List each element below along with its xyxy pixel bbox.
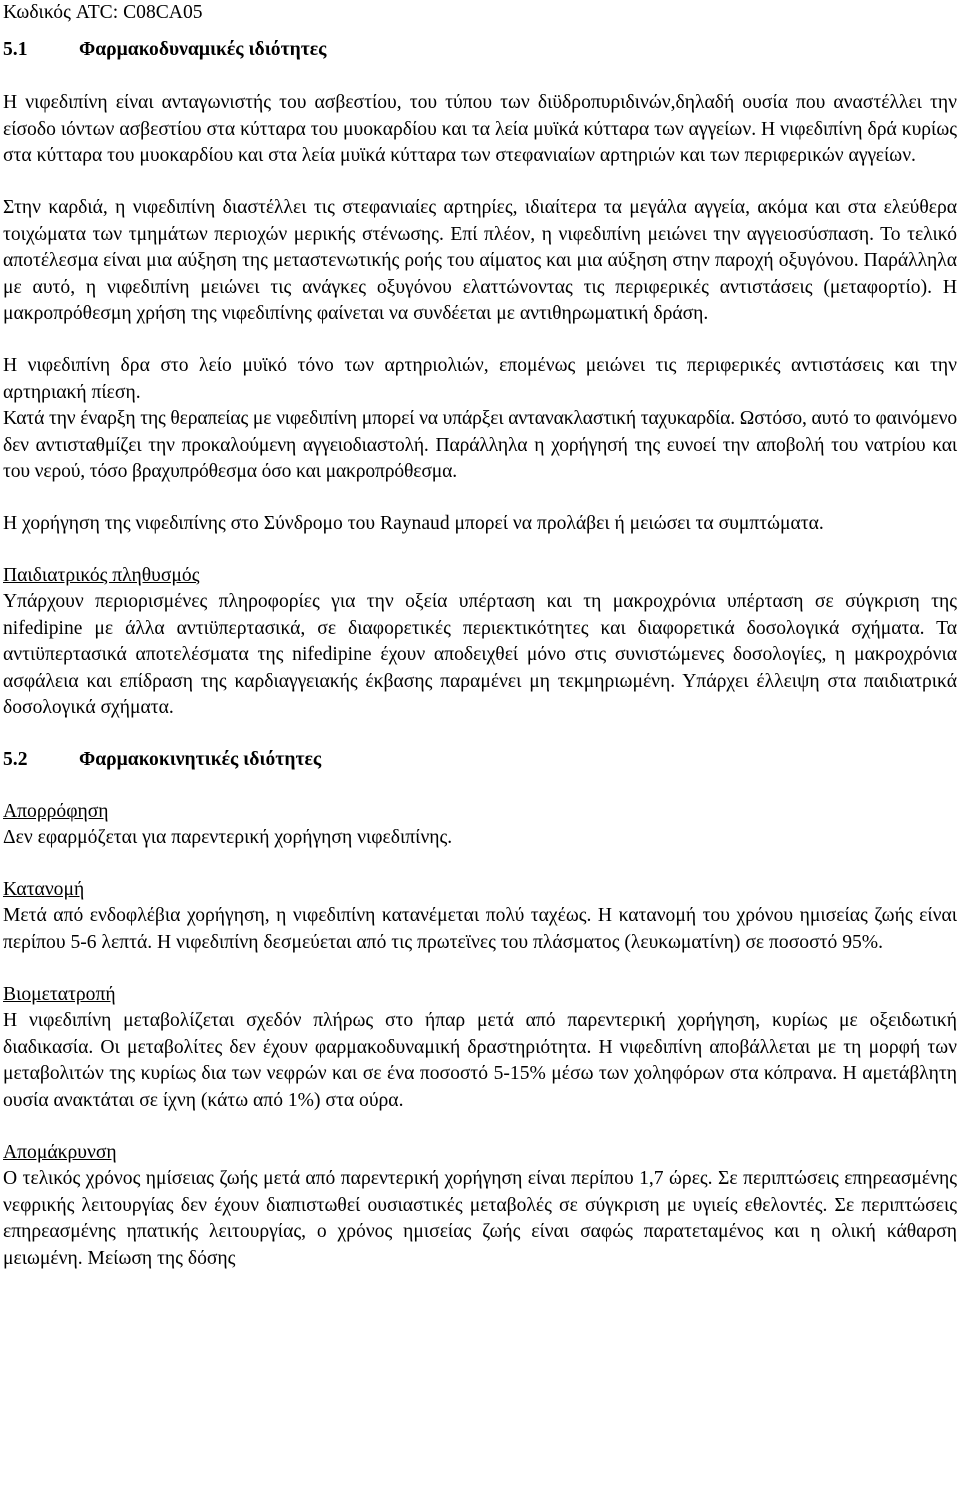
section-number: 5.1 <box>3 38 28 60</box>
paragraph-raynaud: Η χορήγηση της νιφεδιπίνης στο Σύνδρομο του Raynaud μπορεί να προλάβει ή μειώσει τα συμπτώματα. <box>3 512 824 534</box>
section-title: Φαρμακοδυναμικές ιδιότητες <box>79 38 327 60</box>
subheading-pediatric: Παιδιατρικός πληθυσμός <box>3 564 200 586</box>
paragraph-absorption: Δεν εφαρμόζεται για παρεντερική χορήγηση νιφεδιπίνης. <box>3 827 453 849</box>
document-page <box>3 0 957 1273</box>
subheading-absorption: Απορρόφηση <box>3 800 109 822</box>
paragraph-biotransformation: Η νιφεδιπίνη μεταβολίζεται σχεδόν πλήρως στο ήπαρ μετά από παρεντερική χορήγηση, κυρίως με οξειδωτική διαδικασία. Οι μεταβολίτες δεν έχουν φαρμακοδυναμική δραστηριότητα. Η νιφεδιπίνη αποβάλλεται με τη μορφή των μεταβολιτών της κυρίως δια των νεφρών και σε ένα ποσοστό 5-15% μέσω των χοληφόρων στα κόπρανα. Η αμετάβλητη ουσία ανακτάται σε ίχνη (κάτω από 1%) στα ούρα. <box>3 1010 957 1111</box>
atc-code: Κωδικός ATC: C08CA05 <box>3 2 203 23</box>
section-5-1-heading <box>3 37 957 64</box>
section-number: 5.2 <box>3 749 28 771</box>
subheading-biotransformation: Βιομετατροπή <box>3 983 116 1005</box>
paragraph-arteriolar-tone: Η νιφεδιπίνη δρα στο λείο μυϊκό τόνο των αρτηριολιών, επομένως μειώνει τις περιφερικές αντιστάσεις και την αρτηριακή πίεση. <box>3 354 957 403</box>
paragraph-pediatric: Υπάρχουν περιορισμένες πληροφορίες για την οξεία υπέρταση και τη μακροχρόνια υπέρταση σε σύγκριση της nifedipine με άλλα αντιϋπερτασικά, σε διαφορετικές περιεκτικότητες και διαφορετικά δοσολογικά σχήματα. Τα αντιϋπερτασικά αποτελέσματα της nifedipine έχουν αποδειχθεί μόνο στις συνιστώμενες δοσολογίες, η μακροχρόνια ασφάλεια και επίδραση της καρδιαγγειακής έκβασης παραμένει μη τεκμηριωμένη. Υπάρχει έλλειψη στα παιδιατρικά δοσολογικά σχήματα. <box>3 591 957 719</box>
subheading-distribution: Κατανομή <box>3 878 85 900</box>
paragraph-mechanism: Η νιφεδιπίνη είναι ανταγωνιστής του ασβεστίου, του τύπου των διϋδροπυριδινών,δηλαδή ουσία που αναστέλλει την είσοδο ιόντων ασβεστίου στα κύτταρα του μυοκαρδίου και τα λεία μυϊκά κύτταρα των αγγείων. Η νιφεδιπίνη δρά κυρίως στα κύτταρα του μυοκαρδίου και στα λεία μυϊκά κύτταρα των στεφανιαίων αρτηριών και των περιφερικών αγγείων. <box>3 92 957 167</box>
section-title: Φαρμακοκινητικές ιδιότητες <box>79 749 322 771</box>
paragraph-distribution: Μετά από ενδοφλέβια χορήγηση, η νιφεδιπίνη κατανέμεται πολύ ταχέως. Η κατανομή του χρόνου ημισείας ζωής είναι περίπου 5-6 λεπτά. Η νιφεδιπίνη δεσμεύεται από τις πρωτεϊνες του πλάσματος (λευκωματίνη) σε ποσοστό 95%. <box>3 905 957 954</box>
paragraph-cardiac-effects: Στην καρδιά, η νιφεδιπίνη διαστέλλει τις στεφανιαίες αρτηρίες, ιδιαίτερα τα μεγάλα αγγεία, ακόμα και στα ελεύθερα τοιχώματα των τμημάτων περιοχών μερικής στένωσης. Επί πλέον, η νιφεδιπίνη μειώνει την αγγειοσύσπαση. Το τελικό αποτέλεσμα είναι μια αύξηση της μεταστενωτικής ροής του αίματος και μια αύξηση στην παροχή οξυγόνου. Παράλληλα με αυτό, η νιφεδιπίνη μειώνει τις ανάγκες οξυγόνου ελαττώνοντας τις περιφερικές αντιστάσεις (μεταφορτίο). Η μακροπρόθεσμη χρήση της νιφεδιπίνης φαίνεται να συνδέεται με αντιθηρωματική δράση. <box>3 196 957 325</box>
subheading-elimination: Απομάκρυνση <box>3 1141 117 1163</box>
paragraph-elimination: Ο τελικός χρόνος ημίσειας ζωής μετά από παρεντερική χορήγηση είναι περίπου 1,7 ώρες. Σε περιπτώσεις επηρεασμένης νεφρικής λειτουργίας δεν έχουν διαπιστωθεί ουσιαστικές μεταβολές σε σύγκριση με υγιείς εθελοντές. Σε περιπτώσεις επηρεασμένης ηπατικής λειτουργίας, ο χρόνος ημισείας ζωής είναι σαφώς παρατεταμένος και η ολική κάθαρση μειωμένη. Μείωση της δόσης <box>3 1168 957 1269</box>
section-5-2-heading <box>3 747 957 774</box>
paragraph-tachycardia: Κατά την έναρξη της θεραπείας με νιφεδιπίνη μπορεί να υπάρξει αντανακλαστική ταχυκαρδία. Ωστόσο, αυτό το φαινόμενο δεν αντισταθμίζει την προκαλούμενη αγγειοδιαστολή. Παράλληλα η χορήγησή της ευνοεί την αποβολή του νατρίου και του νερού, τόσο βραχυπρόθεσμα όσο και μακροπρόθεσμα. <box>3 408 957 483</box>
